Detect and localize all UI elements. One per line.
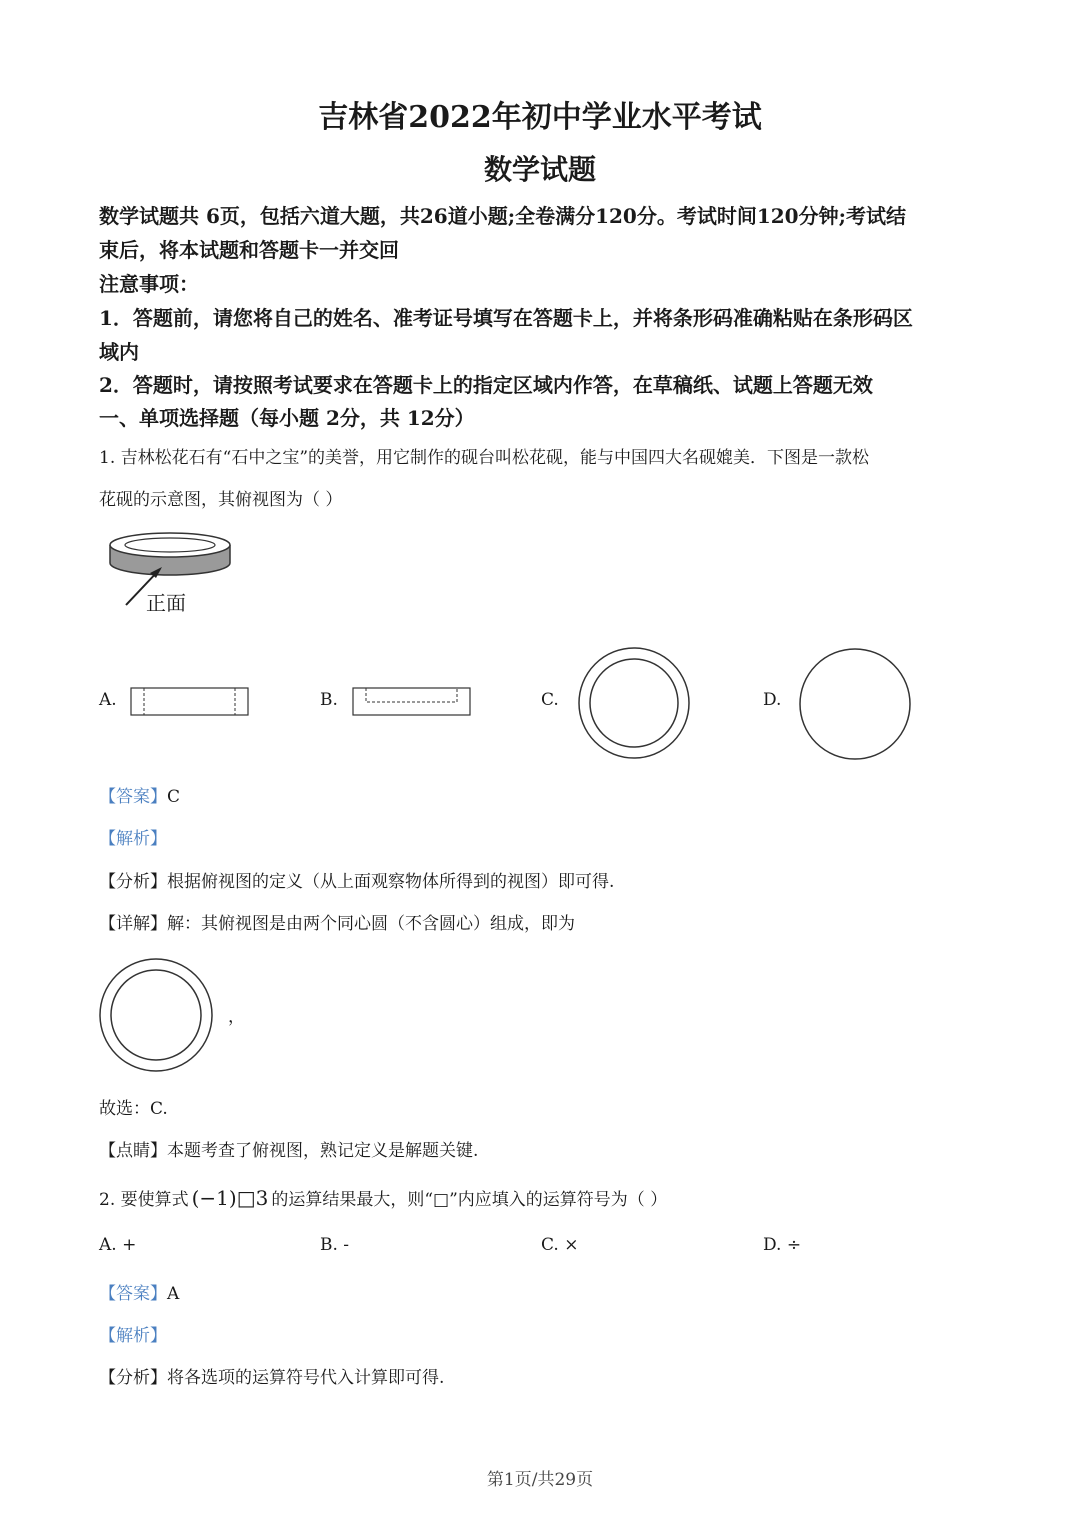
notice-item-1-line-1: 1．答题前，请您将自己的姓名、准考证号填写在答题卡上，并将条形码准确粘贴在条形码区 bbox=[99, 306, 913, 330]
q2-fenxi: 【分析】将各选项的运算符号代入计算即可得. bbox=[99, 1368, 445, 1388]
q2-answer-value: A bbox=[167, 1284, 180, 1304]
q2-option-a[interactable]: A. + bbox=[99, 1235, 137, 1255]
notice-heading: 注意事项： bbox=[99, 272, 199, 296]
q1-option-d-figure bbox=[799, 648, 915, 764]
q1-xiangjie: 【详解】解：其俯视图是由两个同心圆（不含圆心）组成，即为 bbox=[99, 914, 575, 934]
q1-option-a-figure bbox=[130, 686, 250, 718]
q1-answer-row bbox=[99, 782, 180, 807]
q2-text-pre: 2. 要使算式 bbox=[99, 1190, 189, 1210]
q1-dianjing: 【点睛】本题考查了俯视图，熟记定义是解题关键. bbox=[99, 1141, 479, 1161]
q1-analysis-tag: 【解析】 bbox=[99, 829, 167, 849]
q1-option-c-figure bbox=[577, 646, 693, 762]
q1-option-c-label[interactable]: C. bbox=[541, 690, 559, 710]
intro-line-2: 束后，将本试题和答题卡一并交回 bbox=[99, 238, 399, 262]
notice-item-1-line-2: 域内 bbox=[99, 340, 139, 364]
q2-analysis-tag: 【解析】 bbox=[99, 1326, 167, 1346]
page-number: 第1页/共29页 bbox=[486, 1470, 594, 1490]
notice-item-2: 2．答题时，请按照考试要求在答题卡上的指定区域内作答，在草稿纸、试题上答题无效 bbox=[99, 373, 873, 397]
q1-fenxi: 【分析】根据俯视图的定义（从上面观察物体所得到的视图）即可得. bbox=[99, 872, 615, 892]
q2-expression: (−1)□3 bbox=[191, 1186, 269, 1210]
exam-title: 吉林省2022年初中学业水平考试 bbox=[318, 100, 762, 135]
intro-line-1: 数学试题共 6页，包括六道大题，共26道小题;全卷满分120分。考试时间120分钟;考试结 bbox=[99, 204, 906, 228]
q1-option-d-label[interactable]: D. bbox=[763, 690, 782, 710]
q1-text-line-1: 1. 吉林松花石有“石中之宝”的美誉，用它制作的砚台叫松花砚，能与中国四大名砚媲美．下图是一款松 bbox=[99, 448, 870, 468]
figure-comma: ， bbox=[228, 1007, 245, 1027]
q1-answer-value: C bbox=[167, 787, 181, 807]
q2-answer-row bbox=[99, 1279, 179, 1304]
q2-option-b[interactable]: B. - bbox=[320, 1235, 350, 1255]
exam-subtitle: 数学试题 bbox=[483, 153, 596, 186]
q2-option-d[interactable]: D. ÷ bbox=[763, 1235, 802, 1255]
concentric-circles-figure bbox=[99, 958, 215, 1074]
q2-option-c[interactable]: C. × bbox=[541, 1235, 579, 1255]
section-1-heading: 一、单项选择题（每小题 2分，共 12分） bbox=[99, 406, 475, 430]
q2-text-post: 的运算结果最大，则“□”内应填入的运算符号为（ ） bbox=[271, 1190, 668, 1210]
q2-text-line-1 bbox=[99, 1185, 667, 1210]
q1-text-line-2: 花砚的示意图，其俯视图为（ ） bbox=[99, 490, 343, 510]
answer-tag: 【答案】 bbox=[99, 1284, 167, 1304]
q1-guxuan: 故选：C. bbox=[99, 1099, 168, 1119]
q1-option-b-figure bbox=[352, 686, 472, 718]
figure-label-front: 正面 bbox=[146, 591, 186, 615]
answer-tag: 【答案】 bbox=[99, 787, 167, 807]
q1-option-a-label[interactable]: A. bbox=[99, 690, 117, 710]
q1-option-b-label[interactable]: B. bbox=[320, 690, 338, 710]
